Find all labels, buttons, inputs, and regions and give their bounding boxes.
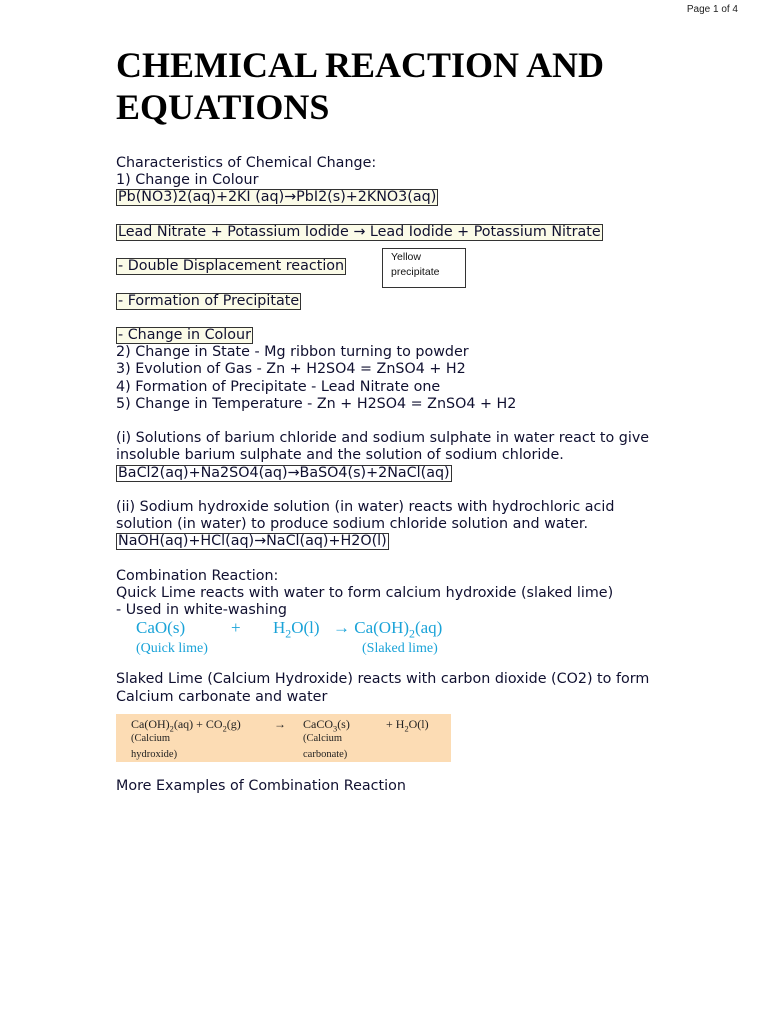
item-evolution-gas: 3) Evolution of Gas - Zn + H2SO4 = ZnSO4 + H2	[116, 361, 466, 378]
eq2-label-calcium-2: (Calcium	[303, 732, 343, 744]
formation-precipitate-note: - Formation of Precipitate	[118, 292, 300, 309]
combination-heading: Combination Reaction:	[116, 567, 279, 584]
eq2-label-hydroxide: hydroxide)	[131, 748, 178, 760]
item-formation-precipitate: 4) Formation of Precipitate - Lead Nitrate one	[116, 378, 441, 395]
example-ii-text: (ii) Sodium hydroxide solution (in water) reacts with hydrochloric acid solution (in water) to produce sodium chloride solution and water.	[116, 498, 615, 533]
characteristics-heading: Characteristics of Chemical Change:	[116, 155, 377, 171]
example-i-text: (i) Solutions of barium chloride and sodium sulphate in water react to give insoluble barium sulphate and the solution of sodium chloride.	[116, 430, 650, 464]
item-change-temperature: 5) Change in Temperature - Zn + H2SO4 = ZnSO4 + H2	[116, 395, 517, 412]
document-body	[116, 155, 656, 795]
eq2-arrow: →	[274, 716, 286, 731]
slaked-lime-text: Slaked Lime (Calcium Hydroxide) reacts with carbon dioxide (CO2) to form Calcium carbonate and water	[116, 671, 650, 705]
eq2-product2: + $H_2O(l)$	[386, 716, 429, 734]
quick-lime-equation-figure	[116, 619, 656, 659]
eq2-label-calcium-1: (Calcium	[131, 732, 171, 744]
eq1-reactant2: $H_2O(l)$	[273, 618, 320, 641]
eq1-product: → $Ca(OH)_2(aq)$	[333, 618, 443, 641]
more-examples-text: More Examples of Combination Reaction	[116, 777, 406, 794]
lead-iodide-equation: Pb(NO3)2(aq)+2KI (aq)→PbI2(s)+2KNO3(aq)	[118, 189, 437, 206]
eq2-reactants: $Ca(OH)_2(aq) + CO_2(g)$	[131, 716, 241, 734]
change-colour-note: - Change in Colour	[118, 326, 251, 343]
eq1-label-slaked-lime: (Slaked lime)	[362, 641, 438, 657]
combination-text: Quick Lime reacts with water to form calcium hydroxide (slaked lime)	[116, 584, 614, 601]
white-washing-note: - Used in white-washing	[116, 602, 287, 619]
item-change-state: 2) Change in State - Mg ribbon turning to powder	[116, 344, 469, 361]
yellow-precipitate-callout: Yellow precipitate	[382, 248, 466, 288]
lead-nitrate-word-equation: Lead Nitrate + Potassium Iodide → Lead Iodide + Potassium Nitrate	[118, 223, 601, 240]
eq2-product1: CaCO$_3$(s)	[303, 716, 350, 734]
calcium-carbonate-equation-figure	[116, 714, 451, 762]
sodium-hydroxide-equation: NaOH(aq)+HCl(aq)→NaCl(aq)+H2O(l)	[118, 533, 387, 550]
page-title: CHEMICAL REACTION AND EQUATIONS	[116, 45, 605, 127]
page-number: Page 1 of 4	[686, 4, 738, 15]
eq1-label-quick-lime: (Quick lime)	[136, 641, 208, 657]
double-displacement-note: - Double Displacement reaction	[118, 258, 345, 275]
eq2-label-carbonate: carbonate)	[303, 748, 348, 760]
barium-chloride-equation: BaCl2(aq)+Na2SO4(aq)→BaSO4(s)+2NaCl(aq)	[118, 464, 450, 481]
eq1-plus: +	[231, 618, 241, 638]
eq1-reactant1: CaO(s)	[136, 618, 186, 638]
item-change-colour: 1) Change in Colour	[116, 172, 259, 189]
